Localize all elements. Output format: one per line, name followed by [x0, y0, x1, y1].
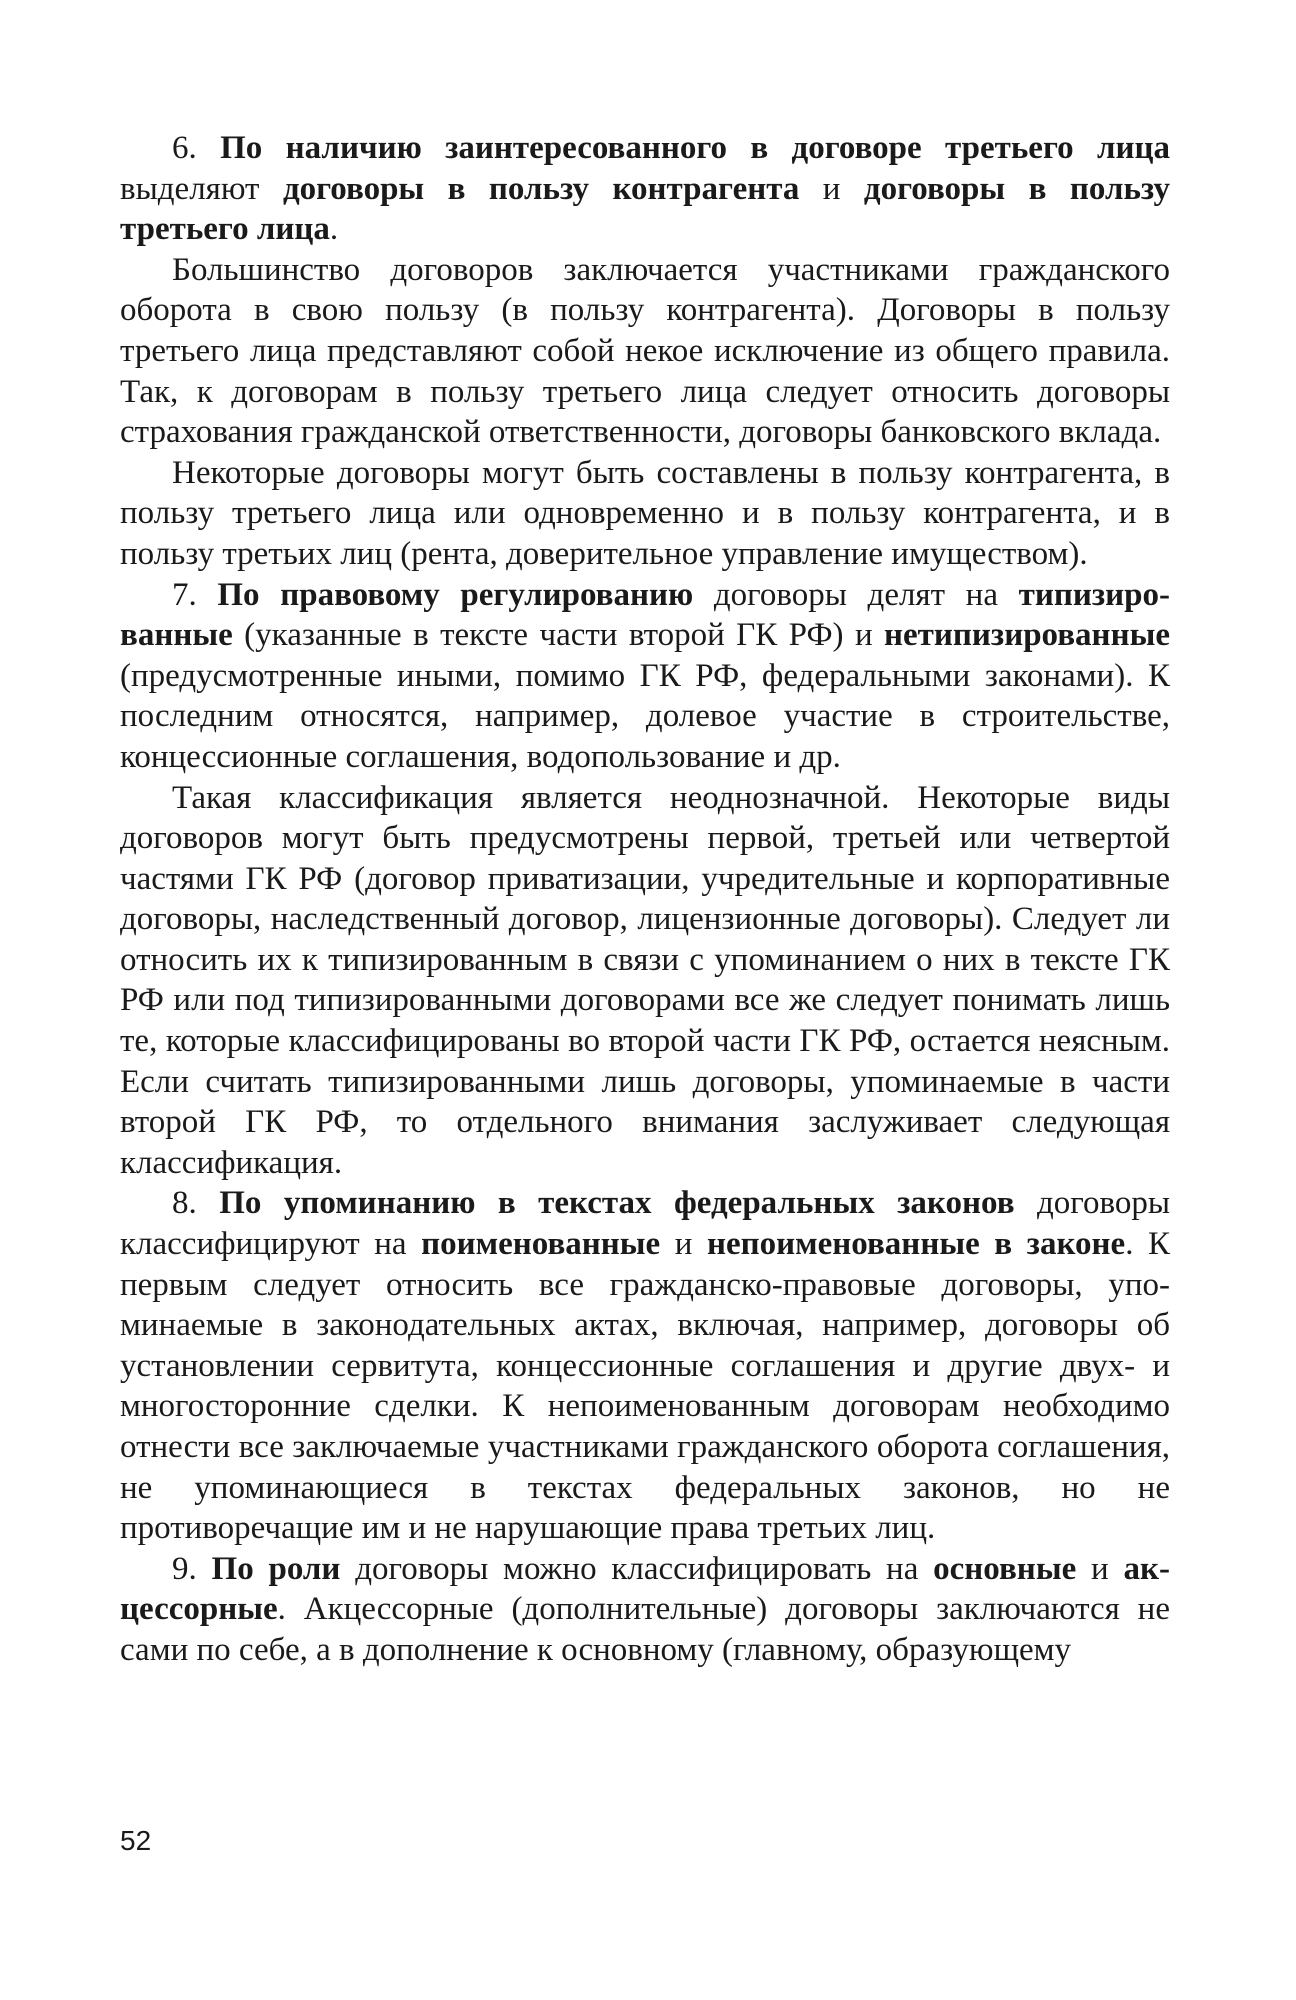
paragraph-9-role: 9. По роли договоры можно классифицировать на основные и акцессорные. Акцессорные (дополнительные) договоры заключаются не сами по себе, а в дополнение к основному (главному, образующему [120, 1550, 1170, 1668]
paragraph-classification-ambiguous: Такая классификация является неоднозначной. Некоторые виды договоров могут быть предусмотрены первой, третьей или четвертой частями ГК РФ (договор приватизации, учредительные и корпоративные договоры, наследственный договор, лицензионные договоры). Следует ли относить их к типизированным в связи с упоминанием о них в тексте ГК РФ или под типизированными договорами все же следует понимать лишь те, которые классифицированы во второй части ГК РФ, остается неясным. Если считать типизированными лишь договоры, упоминаемые в части второй ГК РФ, то отдельного внимания заслуживает следующая классификация. [120, 779, 1170, 1181]
paragraph-some-contracts: Некоторые договоры могут быть составлены в пользу контрагента, в пользу третьего лица или одновременно и в пользу контрагента, и в пользу третьих лиц (рента, доверительное управление имуществом). [120, 454, 1170, 572]
paragraph-8-federal-laws: 8. По упоминанию в текстах федеральных законов договоры классифицируют на поименованные и непоименованные в законе. К первым следует относить все гражданско-правовые договоры, упоминаемые в законодательных актах, включая, например, договоры об установлении сервитута, концессионные соглашения и другие двух- и многосторонние сделки. К непоименованным договорам необходимо отнести все заключаемые участниками гражданского оборота соглашения, не упоминающиеся в текстах федеральных законов, но не противоречащие им и не нарушающие права третьих лиц. [120, 1185, 1171, 1547]
paragraph-majority-contracts: Большинство договоров заключается участниками гражданского оборота в свою пользу (в пользу контрагента). Договоры в пользу третьего лица представляют собой некое исключение из общего правила. Так, к договорам в пользу третьего лица следует относить договоры страхования гражданской ответственности, договоры банковского вклада. [120, 251, 1170, 451]
page-body [120, 128, 1170, 1671]
paragraph-6-third-party: 6. По наличию заинтересованного в договоре третьего лица выделяют договоры в пользу контрагента и договоры в пользу третьего лица. [120, 130, 1171, 248]
paragraph-7-legal-regulation: 7. По правовому регулированию договоры делят на типизированные (указанные в тексте части второй ГК РФ) и нетипизированные (предусмотренные иными, помимо ГК РФ, федеральными законами). К последним относятся, например, долевое участие в строительстве, концессионные соглашения, водопользование и др. [120, 576, 1171, 775]
page-number: 52 [120, 1825, 152, 1856]
